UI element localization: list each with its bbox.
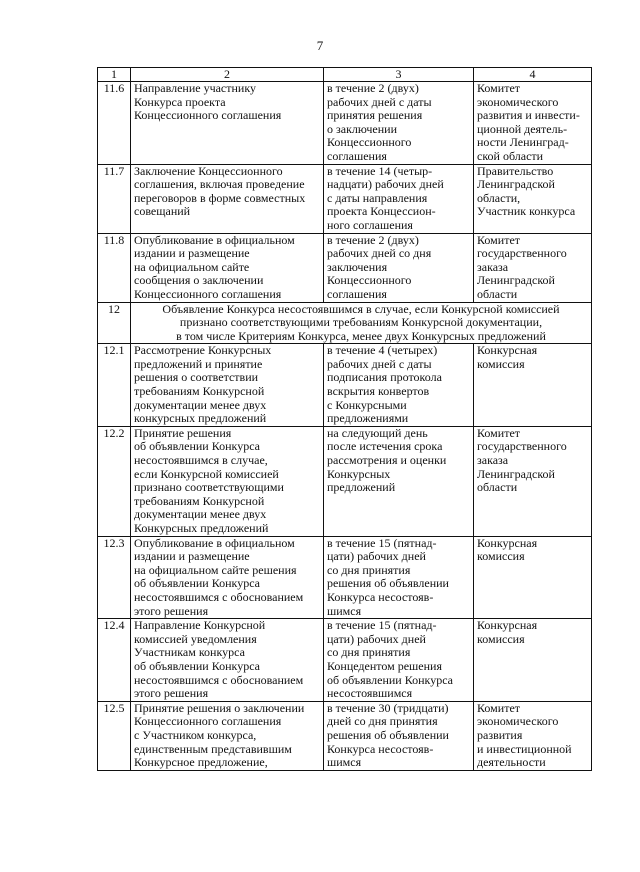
- row-number: 12: [98, 302, 131, 344]
- table-row: [98, 233, 592, 302]
- table-row: [98, 701, 592, 770]
- term-cell: в течение 15 (пятнад- цати) рабочих дней со дня принятия Концедентом решения об объявлении Конкурса несостоявшимся: [324, 619, 474, 702]
- table-row: [98, 344, 592, 427]
- column-header: 3: [324, 68, 474, 82]
- page-number: 7: [316, 38, 324, 53]
- row-number: 12.4: [98, 619, 131, 702]
- column-header: 2: [131, 68, 324, 82]
- row-number: 12.2: [98, 426, 131, 536]
- column-header: 4: [474, 68, 592, 82]
- action-cell: Опубликование в официальном издании и размещение на официальном сайте сообщения о заключении Концессионного соглашения: [131, 233, 324, 302]
- column-header: 1: [98, 68, 131, 82]
- responsible-cell: Конкурсная комиссия: [474, 536, 592, 619]
- action-cell: Направление участнику Конкурса проекта Концессионного соглашения: [131, 82, 324, 165]
- table-row: [98, 82, 592, 165]
- row-number: 12.3: [98, 536, 131, 619]
- responsible-cell: Правительство Ленинградской области, Участник конкурса: [474, 164, 592, 233]
- term-cell: в течение 14 (четыр- надцати) рабочих дней с даты направления проекта Концессион- ного соглашения: [324, 164, 474, 233]
- action-cell: Принятие решения об объявлении Конкурса несостоявшимся в случае, если Конкурсной комиссией признано соответствующими требованиям Конкурсной документации менее двух Конкурсных предложений: [131, 426, 324, 536]
- row-number: 12.5: [98, 701, 131, 770]
- action-cell: Рассмотрение Конкурсных предложений и принятие решения о соответствии требованиям Конкурсной документации менее двух конкурсных предложений: [131, 344, 324, 427]
- responsible-cell: Комитет экономического развития и инвестиционной деятельности: [474, 701, 592, 770]
- responsible-cell: Конкурсная комиссия: [474, 619, 592, 702]
- table-row: [98, 536, 592, 619]
- responsible-cell: Конкурсная комиссия: [474, 344, 592, 427]
- schedule-table: [97, 67, 592, 771]
- header-row: [98, 68, 592, 82]
- section-title: Объявление Конкурса несостоявшимся в случае, если Конкурсной комиссией признано соответствующими требованиям Конкурсной документации, в том числе Критериям Конкурса, менее двух Конкурсных предложений: [131, 302, 592, 344]
- row-number: 11.7: [98, 164, 131, 233]
- term-cell: в течение 30 (тридцати) дней со дня принятия решения об объявлении Конкурса несостояв- шимся: [324, 701, 474, 770]
- term-cell: в течение 4 (четырех) рабочих дней с даты подписания протокола вскрытия конвертов с Конкурсными предложениями: [324, 344, 474, 427]
- responsible-cell: Комитет государственного заказа Ленинградской области: [474, 426, 592, 536]
- action-cell: Опубликование в официальном издании и размещение на официальном сайте решения об объявлении Конкурса несостоявшимся с обоснованием этого решения: [131, 536, 324, 619]
- term-cell: на следующий день после истечения срока рассмотрения и оценки Конкурсных предложений: [324, 426, 474, 536]
- responsible-cell: Комитет экономического развития и инвести- ционной деятель- ности Ленинград- ской области: [474, 82, 592, 165]
- action-cell: Направление Конкурсной комиссией уведомления Участникам конкурса об объявлении Конкурса несостоявшимся с обоснованием этого решения: [131, 619, 324, 702]
- term-cell: в течение 2 (двух) рабочих дней со дня заключения Концессионного соглашения: [324, 233, 474, 302]
- action-cell: Заключение Концессионного соглашения, включая проведение переговоров в форме совместных совещаний: [131, 164, 324, 233]
- row-number: 12.1: [98, 344, 131, 427]
- table-row: [98, 619, 592, 702]
- term-cell: в течение 15 (пятнад- цати) рабочих дней со дня принятия решения об объявлении Конкурса несостояв- шимся: [324, 536, 474, 619]
- row-number: 11.8: [98, 233, 131, 302]
- responsible-cell: Комитет государственного заказа Ленинградской области: [474, 233, 592, 302]
- table-row: [98, 164, 592, 233]
- row-number: 11.6: [98, 82, 131, 165]
- table-row: [98, 426, 592, 536]
- action-cell: Принятие решения о заключении Концессионного соглашения с Участником конкурса, единственным представившим Конкурсное предложение,: [131, 701, 324, 770]
- section-row: [98, 302, 592, 344]
- term-cell: в течение 2 (двух) рабочих дней с даты принятия решения о заключении Концессионного соглашения: [324, 82, 474, 165]
